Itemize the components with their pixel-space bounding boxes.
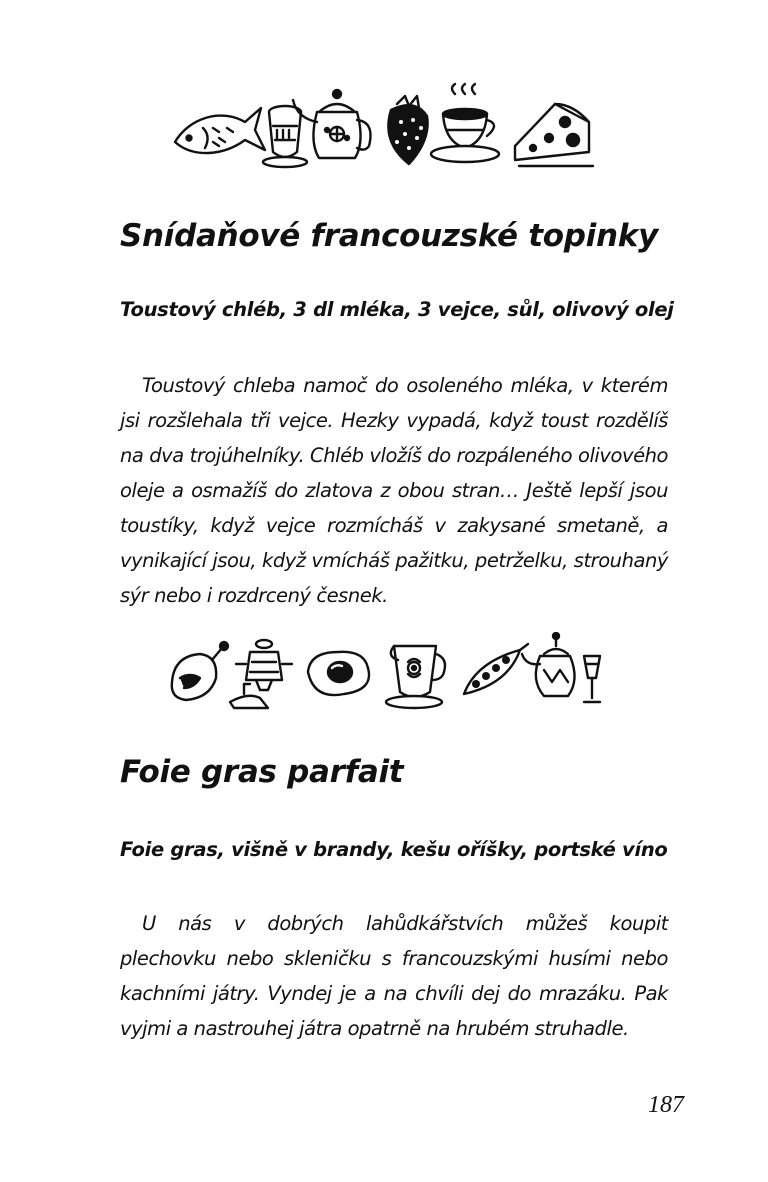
samovar-icon bbox=[230, 640, 292, 708]
recipe-instructions: Toustový chleba namoč do osoleného mléka, v kterém jsi rozšlehala tři vejce. Hezky vypadá, když toust rozdělíš na dva trojúhelníky. Chléb vložíš do rozpáleného olivového oleje a osmažíš do zlatova z obou stran… Ještě lepší jsou toustíky, když vejce rozmícháš v zakysané smetaně, a vynikající jsou, když vmícháš pažitku, petrželku, strouhaný sýr nebo i rozdrcený česnek. bbox=[120, 374, 668, 607]
teapot-icon bbox=[293, 90, 371, 158]
pea-pod-icon bbox=[464, 644, 528, 694]
cheese-icon bbox=[515, 104, 593, 166]
recipe-ingredients: Toustový chléb, 3 dl mléka, 3 vejce, sůl, olivový olej bbox=[120, 298, 674, 321]
recipe-title: Foie gras parfait bbox=[120, 754, 404, 790]
fried-egg-icon bbox=[308, 652, 369, 695]
jug-icon bbox=[386, 646, 445, 708]
top-food-illustrations bbox=[0, 82, 768, 172]
strawberry-icon bbox=[388, 96, 427, 164]
middle-food-illustrations bbox=[0, 632, 768, 712]
tea-set-icon bbox=[522, 633, 600, 702]
recipe-instructions: U nás v dobrých lahůdkářstvích můžeš koupit plechovku nebo skleničku s francouzskými husími nebo kachními játry. Vyndej je a na chvíli dej do mrazáku. Pak vyjmi a nastrouhej játra opatrně na hrubém struhadle. bbox=[120, 912, 668, 1040]
chicken-leg-icon bbox=[172, 642, 228, 700]
recipe-ingredients: Foie gras, višně v brandy, kešu oříšky, portské víno bbox=[120, 838, 668, 861]
fish-icon bbox=[175, 108, 265, 153]
coffee-cup-icon bbox=[431, 84, 499, 162]
page-number: 187 bbox=[648, 1092, 684, 1118]
recipe-title: Snídaňové francouzské topinky bbox=[120, 218, 658, 254]
